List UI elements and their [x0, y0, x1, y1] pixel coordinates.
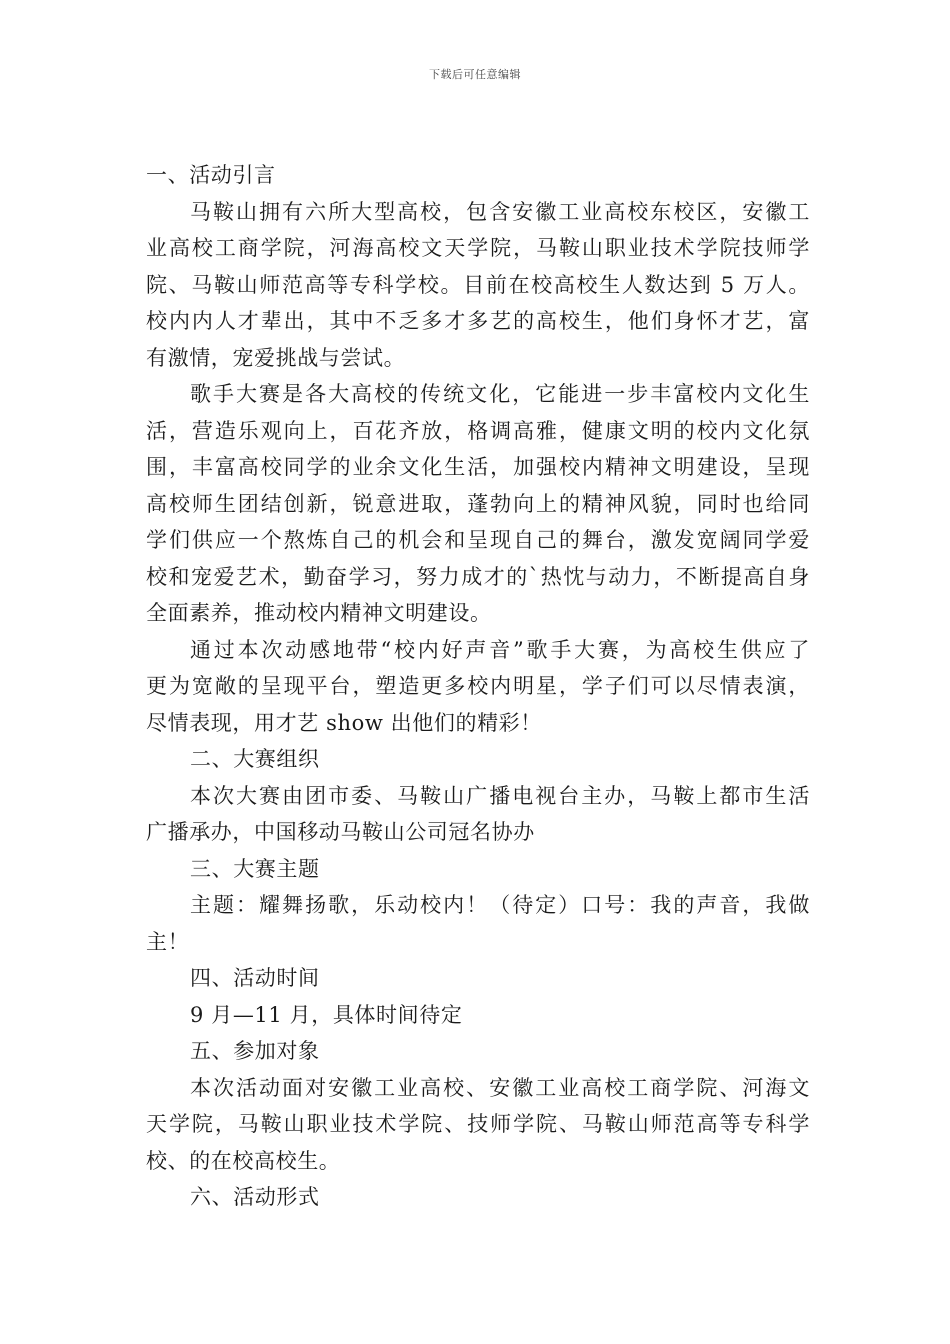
text-line: 院、马鞍山师范高等专科学校。目前在校高校生人数达到 5 万人。 — [146, 272, 810, 297]
text-line: 六、活动形式 — [190, 1185, 320, 1209]
text-line: 马鞍山拥有六所大型高校，包含安徽工业高校东校区，安徽工 — [190, 199, 810, 224]
page-header: 下载后可任意编辑 — [429, 68, 521, 81]
text-line: 校、的在校高校生。 — [146, 1148, 341, 1173]
text-line: 歌手大赛是各大高校的传统文化，它能进一步丰富校内文化生 — [190, 382, 810, 406]
text-line: 通过本次动感地带“校内好声音”歌手大赛，为高校生供应了 — [190, 637, 810, 662]
text-line: 更为宽敞的呈现平台，塑造更多校内明星，学子们可以尽情表演， — [146, 674, 810, 698]
text-line: 一、活动引言 — [146, 163, 276, 187]
text-line: 本次活动面对安徽工业高校、安徽工业高校工商学院、河海文 — [190, 1075, 810, 1100]
text-line: 活，营造乐观向上，百花齐放，格调高雅，健康文明的校内文化氛 — [146, 418, 810, 443]
text-line: 高校师生团结创新，锐意进取，蓬勃向上的精神风貌，同时也给同 — [146, 491, 810, 516]
text-line: 校内内人才辈出，其中不乏多才多艺的高校生，他们身怀才艺，富 — [146, 309, 810, 333]
text-line: 四、活动时间 — [190, 966, 320, 990]
document-body — [146, 157, 810, 1216]
text-line: 9 月—11 月，具体时间待定 — [190, 1002, 463, 1027]
text-line: 五、参加对象 — [190, 1039, 320, 1063]
text-line: 主题：耀舞扬歌，乐动校内！（待定）口号：我的声音，我做 — [190, 893, 810, 917]
text-line: 学们供应一个熬炼自己的机会和呈现自己的舞台，激发宽阔同学爱 — [146, 528, 810, 552]
text-line: 三、大赛主题 — [190, 856, 320, 881]
text-line: 全面素养，推动校内精神文明建设。 — [146, 601, 492, 625]
text-line: 尽情表现，用才艺 show 出他们的精彩！ — [146, 710, 542, 735]
text-line: 天学院，马鞍山职业技术学院、技师学院、马鞍山师范高等专科学 — [146, 1112, 810, 1136]
text-line: 本次大赛由团市委、马鞍山广播电视台主办，马鞍上都市生活 — [190, 783, 810, 808]
text-line: 有激情，宠爱挑战与尝试。 — [146, 345, 406, 370]
text-line: 业高校工商学院，河海高校文天学院，马鞍山职业技术学院技师学 — [146, 236, 810, 260]
text-line: 二、大赛组织 — [190, 747, 320, 771]
text-line: 围，丰富高校同学的业余文化生活，加强校内精神文明建设，呈现 — [146, 455, 810, 479]
text-line: 主！ — [146, 929, 190, 954]
text-line: 校和宠爱艺术，勤奋学习，努力成才的`热忱与动力，不断提高自身 — [146, 564, 810, 589]
text-line: 广播承办，中国移动马鞍山公司冠名协办 — [146, 820, 535, 844]
